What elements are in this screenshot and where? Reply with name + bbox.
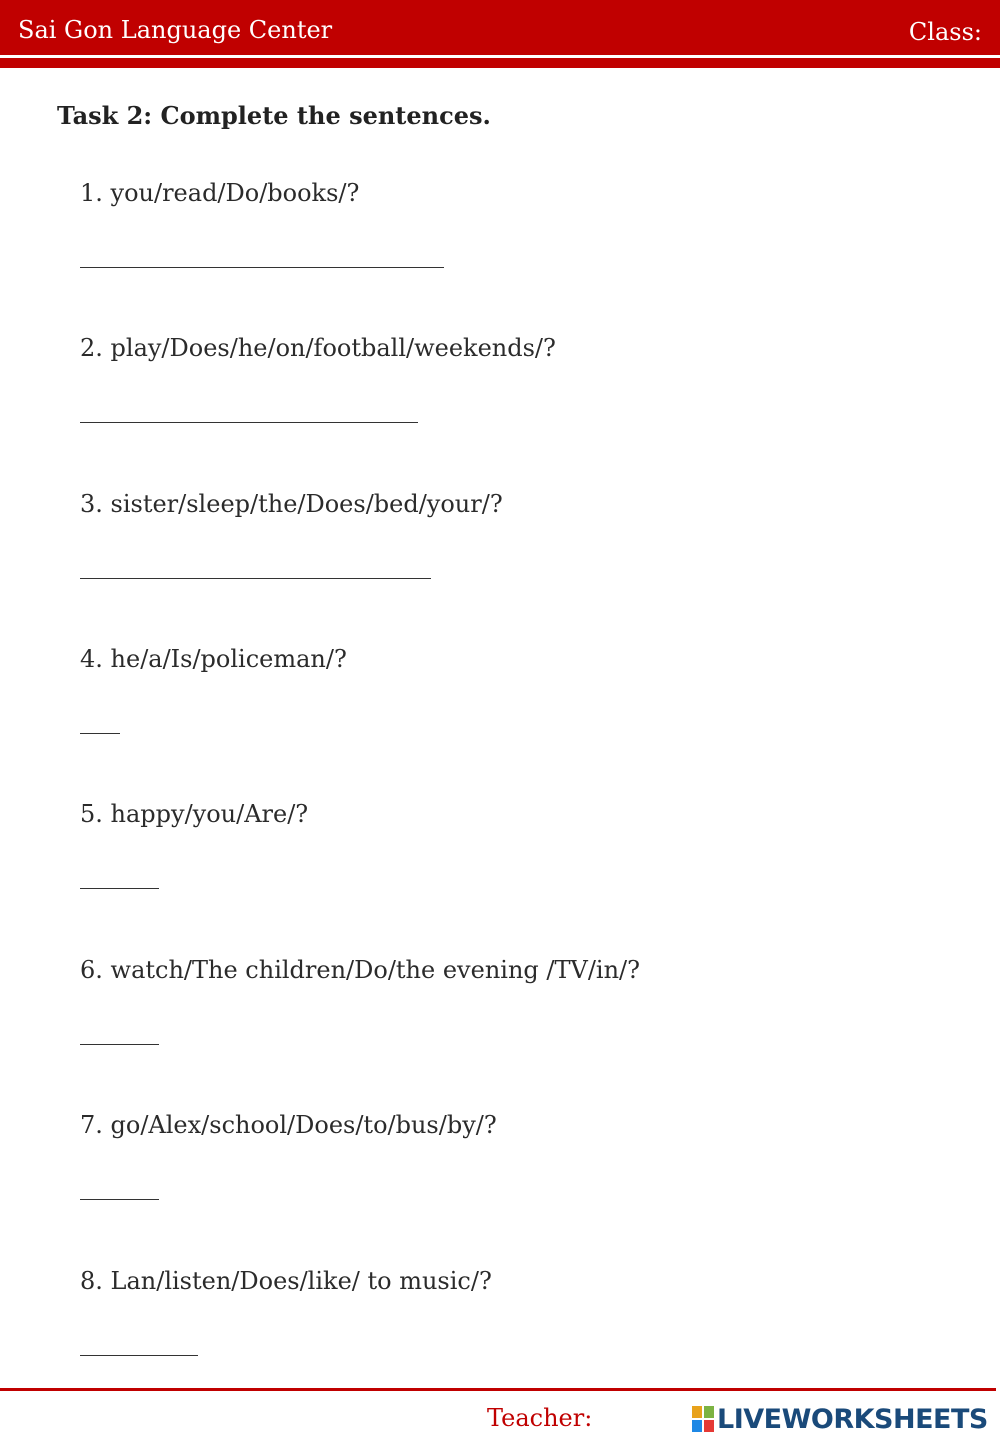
answer-blank[interactable] bbox=[80, 267, 444, 268]
brand-name: LIVEWORKSHEETS bbox=[717, 1403, 988, 1435]
answer-blank[interactable] bbox=[80, 1199, 159, 1200]
task-title: Task 2: Complete the sentences. bbox=[57, 101, 491, 130]
question-text: 6. watch/The children/Do/the evening /TV/in/? bbox=[80, 956, 640, 984]
question-text: 7. go/Alex/school/Does/to/bus/by/? bbox=[80, 1111, 497, 1139]
answer-blank[interactable] bbox=[80, 422, 418, 423]
class-label: Class: bbox=[908, 18, 982, 46]
answer-blank[interactable] bbox=[80, 578, 431, 579]
question-text: 3. sister/sleep/the/Does/bed/your/? bbox=[80, 490, 503, 518]
question-text: 8. Lan/listen/Does/like/ to music/? bbox=[80, 1267, 492, 1295]
answer-blank[interactable] bbox=[80, 1044, 159, 1045]
question-text: 4. he/a/Is/policeman/? bbox=[80, 645, 347, 673]
answer-blank[interactable] bbox=[80, 888, 159, 889]
header-divider bbox=[0, 58, 1000, 68]
answer-blank[interactable] bbox=[80, 1355, 198, 1356]
teacher-label: Teacher: bbox=[487, 1404, 593, 1432]
liveworksheets-logo-icon bbox=[692, 1406, 714, 1432]
center-name: Sai Gon Language Center bbox=[18, 16, 333, 44]
question-text: 5. happy/you/Are/? bbox=[80, 800, 309, 828]
question-text: 1. you/read/Do/books/? bbox=[80, 179, 360, 207]
answer-blank[interactable] bbox=[80, 733, 120, 734]
footer-divider bbox=[0, 1388, 996, 1391]
liveworksheets-brand bbox=[692, 1404, 988, 1434]
question-text: 2. play/Does/he/on/football/weekends/? bbox=[80, 334, 556, 362]
header-bar bbox=[0, 0, 1000, 55]
